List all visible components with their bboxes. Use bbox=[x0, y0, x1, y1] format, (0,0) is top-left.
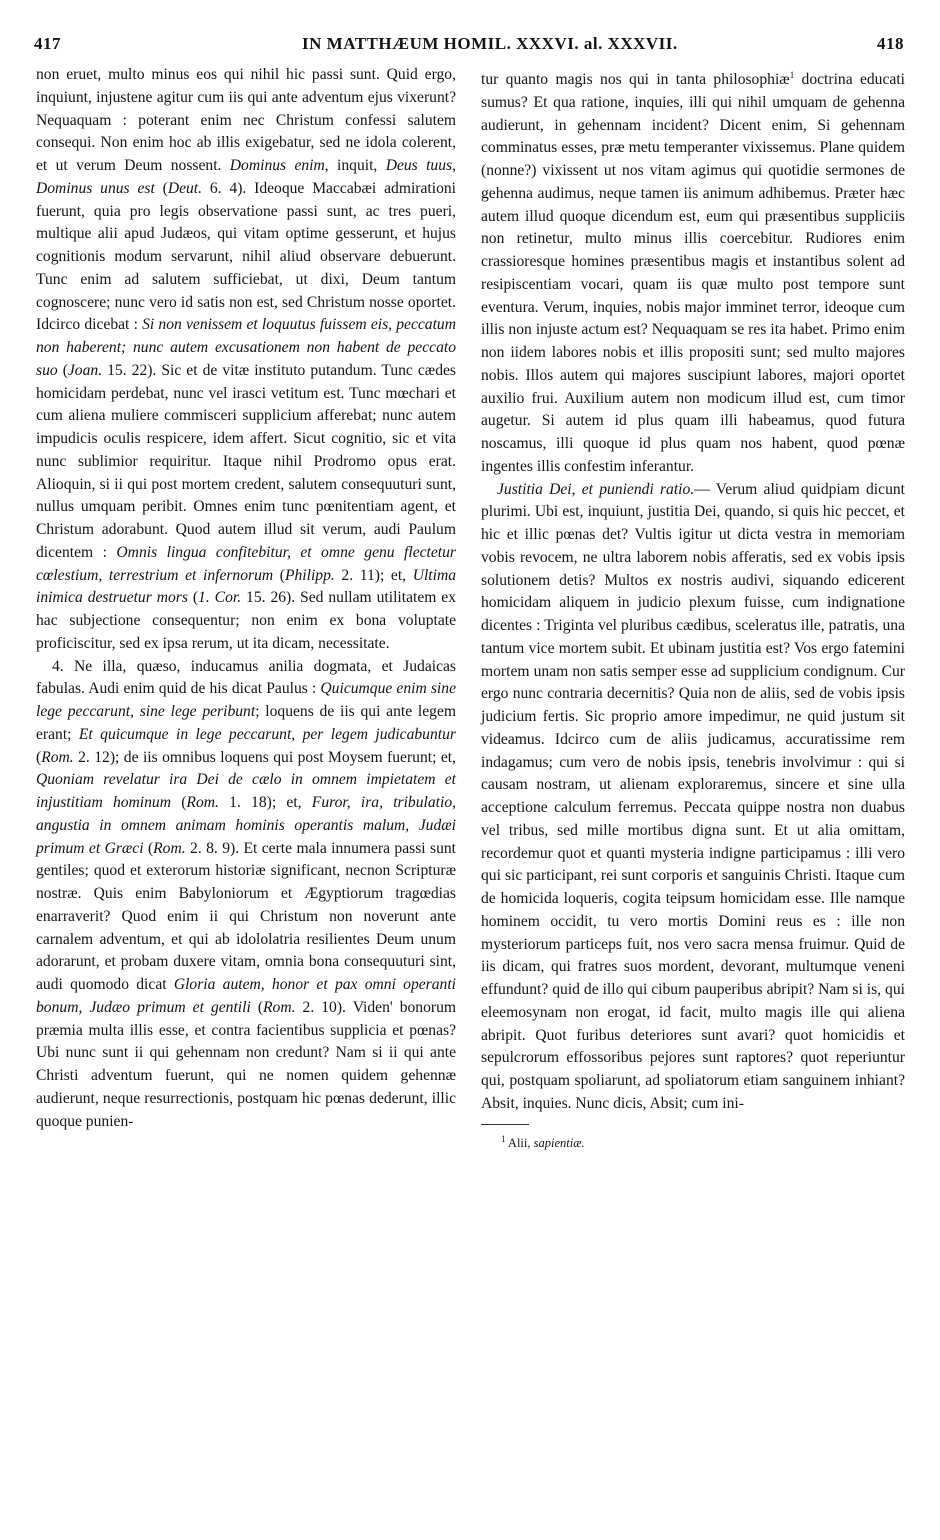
text-run: ( bbox=[273, 566, 285, 584]
text-run: ( bbox=[143, 839, 154, 857]
footnote-number: 1 bbox=[501, 1133, 506, 1144]
text-run: 15. 26). Sed nullam utilitatem ex hac subjectione consequentur; non enim ex bona voluptate proficiscitur, sed ex ipsa rerum, ut ita dicam, necessitate. bbox=[36, 589, 457, 652]
text-run: 6. 4). Ideoque Maccabæi admirationi fuerunt, quia pro legis observatione passi sunt, ac tres pueri, multique alii apud Judæos, qui vitam optime gesserunt, et hujus cognitionis modum servarunt, nihil aliud observare debuerunt. Tunc enim ad salutem sufficiebat, ut dixi, Deum tantum cognoscere; nunc vero id satis non est, sed Christum nosse oportet. Idcirco dicebat : bbox=[36, 179, 456, 334]
scripture-reference: Rom. bbox=[41, 748, 74, 766]
left-paragraph-1 bbox=[36, 64, 456, 656]
scripture-quote: Quicumque enim sine lege peccarunt, sine lege peribunt bbox=[36, 680, 456, 720]
page-number-right: 418 bbox=[877, 34, 904, 53]
text-run: 4. Ne illa, quæso, inducamus anilia dogmata, et Judaicas fabulas. Audi enim quid de his dicat Paulus : bbox=[36, 657, 456, 698]
text-run: non eruet, multo minus eos qui nihil hic passi sunt. Quid ergo, inquiunt, injustene agitur cum iis qui ante adventum ejus vixerunt? Nequaquam : poterant enim nec Christum confessi salutem consequi. Non enim hoc ab illis exigebatur, sed ne idola colerent, et ut verum Deum nossent. bbox=[36, 66, 456, 174]
running-title: IN MATTHÆUM HOMIL. XXXVI. al. XXXVII. bbox=[302, 34, 678, 53]
scripture-quote: Gloria autem, honor et pax omni operanti bonum, Judæo primum et gentili bbox=[36, 976, 456, 1016]
section-heading: Justitia Dei, et puniendi ratio. bbox=[497, 480, 695, 498]
text-run: ( bbox=[250, 998, 264, 1016]
footnote-rule bbox=[481, 1124, 529, 1125]
scripture-reference: Philipp. bbox=[284, 566, 335, 584]
text-run: 2. 12); de iis omnibus loquens qui post Moysem fuerunt; et, bbox=[73, 748, 456, 766]
text-run: ; loquens de iis qui ante legem erant; bbox=[36, 703, 457, 743]
scripture-quote: Ultima inimica destruetur mors bbox=[36, 566, 457, 607]
text-run: doctrina educati sumus? Et qua ratione, inquies, illi qui nihil umquam de gehenna audierunt, in gehennam incident? Dicent enim, Si gehennam comminatus esses, præ metu temperanter vixissemus. Plane quidem (nonne?) vixissent ut nos vitam agimus qui quotidie sermones de gehenna audimus, neque tamen iis animum adhibemus. Præter hæc autem illud quoque dicendum est, eum qui præsentibus suppliciis non retinetur, multo minus illis coercebitur. Rudiores enim crassioresque homines præsentibus magis et instantibus solent ad resipiscentiam vocari, quam iis quæ multo post tempore sunt eventura. Verum, inquies, nobis major imminet terror, ideoque cum illis non injuste actum est? Nequaquam se res ita habet. Primo enim non iidem labores nobis et illis propositi sunt; sed multo majores nobis. Illos autem qui majores suscipiunt labores, majori oportet auxilio frui. Auxilium autem non modicum illud est, cum timor augetur. Si autem id plus quam illi habeamus, quod futura noscamus, illi quoque id plus quam nos habent, quod pœnæ ingentes illis confestim inferantur. bbox=[481, 71, 905, 475]
text-run: ( bbox=[154, 179, 168, 197]
text-run: , inquit, bbox=[324, 157, 386, 174]
footnote-text: Alii, bbox=[505, 1135, 534, 1150]
text-run: 15. 22). Sic et de vitæ instituto putandum. Tunc cædes homicidam perdebat, nunc vel irasci vetitum est. Tunc mœchari et cum aliena muliere commisceri supplicium afferebat; nunc autem impudicis oculis respicere, idem affert. Sicut cognitio, sic et vita nunc sublimior requiritur. Itaque nihil Prodromo opus erat. Alioquin, si ii qui post mortem credent, salutem consequuturi sunt, nullus umquam peribit. Omnes enim tunc pœnitentiam agent, et Christum adorabunt. Quod autem illud sit verum, audi Paulum dicentem : bbox=[36, 361, 456, 561]
text-run: 2. 8. 9). Et certe mala innumera passi sunt gentiles; quod et exterorum historiæ significant, necnon Scripturæ nostræ. Quis enim Babyloniorum et Ægyptiorum tragœdias enarraverit? Quod enim ii qui Christum non noverunt ante carnalem adventum, et qui ab idololatria resilientes Deum unum adorarunt, et probam duxere vitam, omnia bona consequuturi sint, audi quomodo dicat bbox=[36, 839, 457, 993]
scripture-reference: Rom. bbox=[186, 794, 219, 811]
text-run: tur quanto magis nos qui in tanta philosophiæ bbox=[481, 71, 790, 89]
right-paragraph-1 bbox=[481, 64, 905, 479]
text-run: ( bbox=[187, 589, 199, 607]
left-column bbox=[36, 64, 456, 1133]
scripture-quote: Dominus enim bbox=[229, 157, 325, 174]
scripture-reference: Rom. bbox=[153, 839, 186, 857]
footnote bbox=[481, 1131, 905, 1151]
scripture-quote: Omnis lingua confitebitur, et omne genu flectetur cœlestium, terrestrium et infernorum bbox=[36, 543, 457, 584]
page-number-left: 417 bbox=[34, 34, 61, 53]
scripture-quote: Deus tuus bbox=[385, 157, 453, 174]
scripture-quote: Furor, ira, tribulatio, angustia in omnem animam hominis operantis malum, Judæi primum et Græci bbox=[36, 794, 457, 857]
left-paragraph-2 bbox=[36, 656, 456, 1134]
scripture-reference: Rom. bbox=[263, 998, 296, 1016]
scripture-quote: Et quicumque in lege peccarunt, per legem judicabuntur bbox=[78, 725, 456, 743]
footnote-variant: sapientiæ. bbox=[533, 1135, 585, 1150]
scripture-quote: Dominus unus est bbox=[36, 179, 155, 197]
scripture-reference: 1. Cor. bbox=[198, 589, 242, 607]
text-run: ( bbox=[57, 361, 68, 379]
scripture-reference: Deut. bbox=[167, 179, 203, 197]
running-header bbox=[30, 30, 908, 60]
text-run: 1. 18); et, bbox=[218, 794, 312, 811]
right-column bbox=[481, 64, 905, 1151]
text-run: ( bbox=[171, 794, 187, 811]
text-run: ( bbox=[36, 748, 42, 766]
footnote-marker: 1 bbox=[789, 70, 795, 80]
right-paragraph-2 bbox=[481, 479, 905, 1116]
scripture-quote: Si non venissem et loquutus fuissem eis, peccatum non haberent; nunc autem excusationem non habent de peccato suo bbox=[36, 316, 456, 379]
text-run: 2. 11); et, bbox=[334, 566, 413, 584]
scripture-quote: Quoniam revelatur ira Dei de cælo in omnem impietatem et injustitiam hominum bbox=[36, 771, 456, 811]
text-run: — Verum aliud quidpiam dicunt plurimi. Ubi est, inquiunt, justitia Dei, quando, si quis hic peccet, et hic et illic pœnas det? Vultis igitur ut dicta vestra in memoriam vobis revocem, ne ultra laborem nobis afferatis, sed ex vobis ipsis solutionem detis? Multos ex nostris audivi, siquando edicerent homicidam aliquem in judicio plexum fuisse, cum indignatione dicentes : Triginta vel pluribus cædibus, sceleratus ille, patratis, una tantum vice mortem subit. Et ubinam justitia est? Vos ergo fatemini mortem unam non satis semper esse ad supplicium condignum. Cur ergo nunc contraria decernitis? Quia non de aliis, sed de vobis ipsis judicium fertis. Sic proprio amore impedimur, ne quid justum sit videamus. Idcirco cum de aliis judicamus, accuratissime rem indagamus; cum vero de nobis ipsis, tenebris involvimur : qui si causam nostram, ut alienam exploraremus, sincere et sine ulla acceptione calculum ferremus. Peccata quippe nostra non duabus vel tribus, sed mille mortibus digna sunt. Et ut alia omittam, recordemur quot et quanti mysteria indigne participamus : illi vero qui sic participant, rei sunt corporis et sanguinis Christi. Itaque cum de homicida loqueris, cogita teipsum homicidam esse. Ille namque hominem occidit, tu vero mortis Domini reus es : ille non mysteriorum particeps fuit, nos vero sacra mensa fruimur. Quid de iis dicam, qui fratres suos mordent, devorant, multumque veneni effundunt? quid de illo qui cibum pauperibus abripit? Nam si is, qui eleemosynam non erogat, id facit, multo magis ille qui aliena abripit. Quot furibus deteriores sunt avari? quot homicidis et sepulcrorum effossoribus pejores sunt raptores? quot reperiuntur qui, postquam spoliarunt, ad spoliatorum etiam sanguinem inhiant? Absit, inquies. Nunc dicis, Absit; cum ini- bbox=[481, 480, 905, 1112]
scripture-reference: Joan. bbox=[67, 361, 103, 379]
text-run: 2. 10). Viden' bonorum præmia multa illis esse, et contra facientibus supplicia et pœnas? Ubi nunc sunt ii qui gehennam non credunt? Nam si ii qui ante Christi adventum fuerunt, qui ne nomen quidem gehennæ audierunt, neque resurrectionis, postquam hic pœnas dederunt, illic quoque punien- bbox=[36, 998, 457, 1130]
text-run: , bbox=[452, 157, 456, 174]
